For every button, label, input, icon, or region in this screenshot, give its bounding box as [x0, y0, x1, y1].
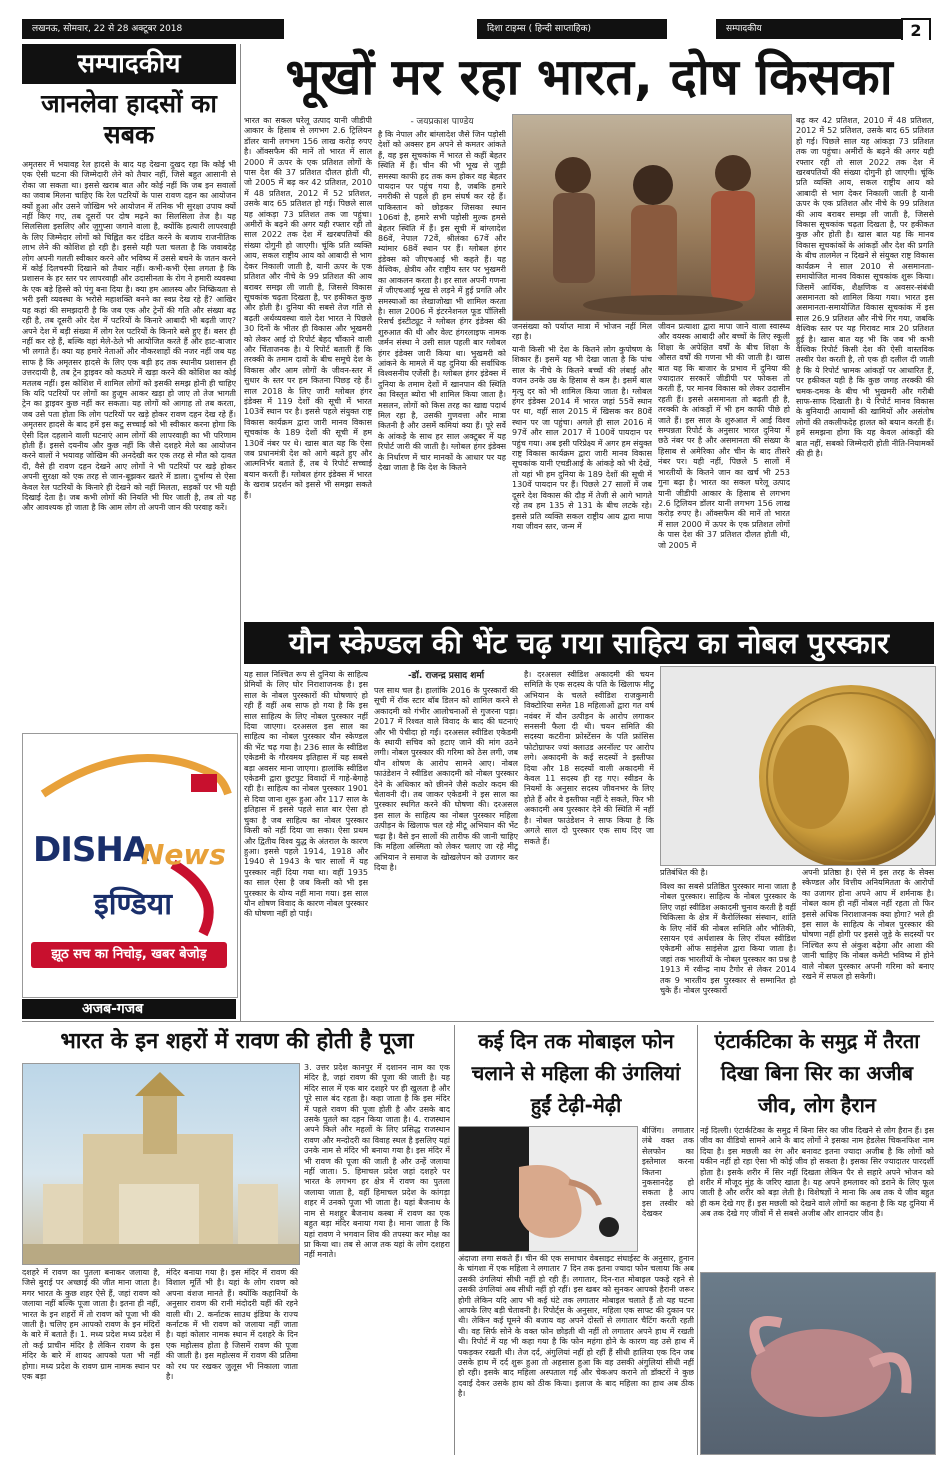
children-photo — [512, 114, 792, 321]
nobel-medal-graphic — [661, 667, 935, 865]
ajab-gajab-text: अजब-गजब — [82, 1001, 144, 1017]
masthead-bar — [0, 0, 945, 40]
headless-chicken-fish-photo — [700, 1272, 936, 1455]
mobile-headline: कई दिन तक मोबाइल फोन चलाने से महिला की उंगलियां हुईं टेढ़ी-मेढ़ी — [471, 1029, 681, 1117]
nobel-medal-photo — [660, 666, 936, 866]
main-col-1: भारत का सकल घरेलू उत्पाद यानी जीडीपी आकार के हिसाब से लगभग 2.6 ट्रिलियन डॉलर यानी लगभग 156 लाख करोड़ रुपए है। ऑक्सफैम की मानें तो भारत में साल 2000 में ऊपर के एक प्रतिशत लोगों के पास देश की 37 प्रतिशत दौलत होती थी, जो 2005 में बढ़ कर 42 प्रतिशत, 2010 में 48 प्रतिशत, 2012 में 52 प्रतिशत, उसके बाद 65 प्रतिशत हो गई। पिछले साल यह आंकड़ा 73 प्रतिशत तक जा पहुंचा। अमीरों के बढ़ने की अगर यही रफ्तार रही तो साल 2022 तक देश में खरबपतियों की संख्या दोगुनी हो जाएगी। चूंकि प्रति व्यक्ति आय, सकल राष्ट्रीय आय को आबादी से भाग देकर निकाली जाती है, यानी ऊपर के एक प्रतिशत और नीचे के 99 प्रतिशत की आय बराबर समझ ली जाती है, जिससे विकास सूचकांक चढ़ता दिखता है, पर हकीकत कुछ और होती है। दुनिया की सबसे तेज गति से बढ़ती अर्थव्यवस्था वाले देश भारत ने पिछले 30 दिनों के भीतर ही विकास और भूखमरी को लेकर आई दो रिपोर्ट बेहद चौंकाने वाली और चिंताजनक है। ये रिपोर्ट बताती हैं कि तरक्की के तमाम दावों के बीच समूचे देश के विकास और आम लोगों के जीवन-स्तर में सुधार के स्तर पर हम कितना पिछड़ रहे हैं। साल 2018 के लिए जारी ग्लोबल हंगर इंडेक्स में 119 देशों की सूची में भारत 103वें स्थान पर है। इससे पहले संयुक्त राष्ट्र विकास कार्यक्रम द्वारा जारी मानव विकास सूचकांक के 189 देशों की सूची में हम 130वें नंबर पर थे। खास बात यह कि ऐसा जब प्रधानमंत्री देश को आगे बढ़ते हुए और आत्मनिर्भर बताते हैं, तब ये रिपोर्ट सच्चाई बयान करती हैं। ग्लोबल हंगर इंडेक्स में भारत के खराब प्रदर्शन को इससे भी समझा सकते हैं। — [244, 116, 372, 500]
nobel-byline: -डॉ. राजन्द्र प्रसाद शर्मा — [407, 671, 485, 681]
logo-country: इण्डिया — [94, 887, 172, 922]
nobel-col-1: यह साल निश्चित रूप से दुनिया के साहित्य प्रेमियों के लिए घोर निराशाजनक है। इस साल के नोबल पुरस्कारों की घोषणाएं हो रही हैं वहीं अब साफ हो गया है कि इस साल साहित्य के लिए नोबल पुरस्कार नहीं दिया जाएगा। दरअसल इस साल का साहित्य का नोबल पुरस्कार यौन स्केण्डल की भेंट चढ़ गया है। 236 साल के स्वीडिश एकेडमी के गौरवमय इतिहास में यह सबसे बड़ा अवसर माना जाएगा। हालांकि स्वीडिश एकेडमी द्वारा छुटपुट विवादों में गाहे-बेगाहे रही है। साहित्य का नोबल पुरस्कार 1901 से दिया जाना शुरू हुआ और 117 साल के इतिहास में इससे पहले सात बार ऐसा हो चुका है जब साहित्य का नोबल पुरस्कार किसी को नहीं दिया जा सका। ऐसा प्रथम और द्वितीय विश्व युद्ध के अंतराल के कारण हुआ। इससे पहले 1914, 1918 और 1940 से 1943 के चार सालों में यह पुरस्कार नहीं दिया गया था। वहीं 1935 का साल ऐसा है जब किसी को भी इस पुरस्कार के योग्य नहीं माना गया। इस साल यौन शोषण विवाद के कारण नोबल पुरस्कार की घोषणा नहीं हो पाई। — [244, 670, 368, 919]
column-divider — [454, 1025, 455, 1455]
column-divider — [240, 44, 241, 1022]
editorial-title: जानलेवा हादसों का सबक — [41, 89, 217, 149]
paper-name: दिशा टाइम्स ( हिन्दी साप्ताहिक) — [477, 19, 667, 39]
antarctica-body: नई दिल्ली। एंटार्कटिका के समुद्र में बिना सिर का जीव दिखने से लोग हैरान हैं। इस जीव का वीडियो सामने आने के बाद लोगों ने इसका नाम हेडलेस चिकनफिश नाम दिया है। इस मछली का रंग और बनावट इतना ज्यादा अजीब है कि लोगों को यकीन नहीं हो रहा ऐसा भी कोई जीव हो सकता है। इसका सिर ज्यादातर पारदर्शी होता है। इसके शरीर में सिर नहीं दिखता लेकिन पैर से सहारे अपने भोजन को शरीर में मौजूद मुंह के जरिए खाता है। यह अपने हमलावर को डराने के लिए फूल जाती है और शरीर को बड़ा लेती है। विशेषज्ञों ने माना कि अब तक ये जीव बहुत ही कम देखे गए हैं। इस मछली को देखने वाले लोगों का कहना है कि यह दुनिया में अब तक देखे गए जीवों में से सबसे अजीब और शानदार जीव है। — [700, 1126, 934, 1219]
children-photo-graphic — [513, 115, 791, 320]
ravana-temple-graphic — [23, 1064, 299, 1264]
ravana-headline: भारत के इन शहरों में रावण की होती है पूजा — [60, 1029, 414, 1054]
section-divider — [22, 1021, 934, 1022]
editorial-banner — [22, 44, 236, 84]
main-col-3: यानी किसी भी देश के कितने लोग कुपोषण के शिकार हैं। इसमें यह भी देखा जाता है कि पांच साल के नीचे के कितने बच्चों की लंबाई और वजन उनके उम्र के हिसाब से कम है। इसमें बाल मृत्यु दर को भी शामिल किया जाता है। ग्लोबल हंगर इंडेक्स 2014 में भारत जहां 55वें स्थान पर था, वहीं साल 2015 में खिसक कर 80वें स्थान पर जा पहुंचा। अगले ही साल 2016 में 97वें और साल 2017 में 100वें पायदान पर पहुंच गया। अब इसी परिप्रेक्ष्य में अगर हम संयुक्त राष्ट्र विकास कार्यक्रम द्वारा जारी मानव विकास सूचकांक यानी एचडीआई के आंकड़े को भी देखें, तो यहां भी हम दुनिया के 189 देशों की सूची में 130वें पायदान पर हैं। पिछले 27 सालों में जब दूसरे देश विकास की दौड़ में तेजी से आगे भागते रहे तब हम 135 से 131 के बीच लटके रहे। इससे प्रति व्यक्ति सकल राष्ट्रीय आय द्वारा मापा गया जीवन स्तर, जन्म में — [512, 345, 652, 531]
logo-tagline: झूठ सच का निचोड़, खबर बेजोड़ — [31, 942, 227, 968]
headless-chicken-fish-graphic — [701, 1273, 935, 1454]
main-headline: भूखों मर रहा भारत, दोष किसका — [285, 48, 893, 106]
nobel-col-4: विश्व का सबसे प्रतिष्ठित पुरस्कार माना जाता है नोबल पुरस्कार। साहित्य के नोबल पुरस्कार के लिए जहां स्वीडिश अकादमी चुनाव करती है वहीं चिकित्सा के क्षेत्र में कैरोलिंस्का संस्थान, शांति के लिए नॉर्वे की नोबल समिति और भौतिकी, रसायन एवं अर्थशास्त्र के लिए रॉयल स्वीडिश एकेडमी ऑफ साइंसेज द्वारा किया जाता है। जहां तक भारतीयों के नोबल पुरस्कार का प्रश्न है 1913 में रवीन्द्र नाथ टैगोर से लेकर 2014 तक 9 भारतीय इस पुरस्कार से सम्मानित हो चुके हैं। नोबल पुरस्कारों — [660, 882, 796, 996]
editorial-banner-text: सम्पादकीय — [77, 49, 181, 79]
logo-brand-news: News — [141, 838, 226, 871]
antarctica-headline: एंटार्कटिका के समुद्र में तैरता दिखा बिना सिर का अजीब जीव, लोग हैरान — [714, 1029, 920, 1117]
nobel-headline-bar — [244, 622, 934, 664]
disha-news-logo — [22, 733, 238, 998]
mobile-hands-photo — [458, 1126, 638, 1252]
ravana-col-2: मंदिर बनाया गया है। इस मंदिर में रावण की विशाल मूर्ति भी है। यहां के लोग रावण को अपना वंशज मानते हैं। क्योंकि कहानियों के अनुसार रावण की रानी मंदोदरी यहीं की रहने वाली थी। 2. कर्नाटक साउथ इंडिया के राज्य कर्नाटक में भी रावण को जलाया नहीं जाता है। यहां कोलार नामक स्थान में दशहरे के दिन एक महोत्सव होता है जिसमें रावण की पूजा की जाती है। इस महोत्सव में रावण की प्रतिमा को रथ पर रखकर जुलूस भी निकाला जाता है। — [166, 1268, 298, 1382]
editorial-body: अमृतसर में भयावह रेल हादसे के बाद यह देखना दुखद रहा कि कोई भी एक ऐसी घटना की जिम्मेदारी लेने को तैयार नहीं, जिसे बहुत आसानी से रोका जा सकता था। इससे खराब बात और कोई नहीं कि जब इन सवालों का जवाब मिलना चाहिए कि रेल पटरियों के पास रावण दहन का आयोजन क्यों हुआ और उसने जोखिम भरे आयोजन में तनिक भी सुरक्षा उपाय क्यों नहीं किए गए, तब दूसरों पर दोष मढ़ने का सिलसिला तेज है। यह सिलसिला इसलिए और जुगुप्सा जगाने वाला है, क्योंकि हत्यारी लापरवाही के लिए जिम्मेदार लोगों को चिह्नित कर दंडित करने के बजाय राजनीतिक लाभ लेने की कोशिश हो रही है। इससे यही पता चलता है कि जवाबदेह लोग अपनी गलती स्वीकार करने और भविष्य में उससे बचने के जतन करने में कोई दिलचस्पी दिखाने को तैयार नहीं। कभी-कभी ऐसा लगता है कि प्रशासन के हर स्तर पर लापरवाही और उदासीनता के रोग ने हमारी व्यवस्था के एक बड़े हिस्से को पंगु बना दिया है। क्या हम आलस्य और निष्क्रियता से भरी इसी व्यवस्था के भरोसे महाशक्ति बनने का स्वप्न देख रहे हैं? आखिर यह कहां की समझदारी है कि जब एक और ट्रेनों की गति और संख्या बढ़ रही है, तब दूसरी ओर देश में पटरियों के किनारे आबादी भी बढ़ती जाए? अपने देश में बड़ी संख्या में लोग रेल पटरियों के किनारे बसे हुए हैं। बसर ही नहीं कर रहे हैं, बल्कि वहां मेले-ठेले भी आयोजित करते हैं और हाट-बाजार भी लगाते हैं। क्या यह हमारे नेताओं और नौकरशाहों की नजर नहीं जब यह साफ है कि अमृतसर हादसे के लिए एक बड़ी हद तक स्थानीय प्रशासन ही उत्तरदायी है, तब ट्रेन ड्राइवर को कठघरे में खड़ा करने की कोशिश का कोई मतलब नहीं। इस कोशिश में शामिल लोगों को इसकी समझ होनी ही चाहिए कि यदि पटरियों पर लोगों का हुजूम आकर खड़ा हो जाए तो तेज भागती ट्रेन का ड्राइवर कुछ नहीं कर सकता। यह लोगों को आगाह तो तब करता, जब उसे पता होता कि लोग पटरियों पर खड़े होकर रावण दहन देख रहे हैं। अमृतसर हादसे के बाद हमें इस कटु सच्चाई को भी स्वीकार करना होगा कि ऐसी दिल दहलाने वाली घटनाएं आम लोगों की लापरवाही का भी परिणाम होती हैं। इससे दयनीय और कुछ नहीं कि जैसे दशहरे मेले का आयोजन करने वालों ने भयावह जोखिम की अनदेखी कर एक तरह से मौत को दावत दी, वैसे ही रावण दहन देखने आए लोगों ने भी पटरियों पर खड़े होकर अपनी सुरक्षा को एक तरह से जान-बूझकर खतरे में डाला। दुर्भाग्य से ऐसा केवल रेल पटरियों के किनारे ही देखने को नहीं मिलता, सड़कों पर भी यही दिखाई देता है। जब कभी लोगों की नियति भी घिर जाती है, तब तो यह और आवश्यक हो जाता है कि आम लोग तो अपनी जान की परवाह करें। — [22, 160, 236, 513]
page-number: 2 — [901, 18, 931, 40]
mobile-body: अंदाजा लगा सकते हैं। चीन की एक समाचार वेबसाइट संघाईस्ट के अनुसार, हुनान के चांगशा में एक महिला ने लगातार 7 दिन तक इतना ज्यादा फोन चलाया कि अब उसकी उंगलियां सीधी नहीं हो रही हैं। लगातार, दिन-रात मोबाइल पकड़े रहने से उसकी उंगलियां अब सीधी नहीं हो रहीं। इस खबर को सुनकर आपको हैरानी जरूर होगी लेकिन यदि आप भी कई घंटे तक लगातार मोबाइल चलाते हैं तो यह घटना आपके लिए बड़ी चेतावनी है। रिपोर्ट्स के अनुसार, महिला एक साफ्ट की दुकान पर थी। लेकिन कई घूमने की बजाय वह अपने दोस्तों से लगातार चैटिंग करती रहती थी। वह सिर्फ सोने के वक्त फोन छोड़ती थी नहीं तो लगातार अपने हाथ में रखती थी। रिपोर्ट में यह भी कहा गया है कि फोन महंगा होने के कारण वह उसे हाथ में पकड़कर रखती थी। तेज दर्द, अंगुलियां नहीं हो रहीं हैं सीधी हालिया एक दिन जब उसके हाथ में दर्द शुरू हुआ तो अहसास हुआ कि वह उसकी अंगुलियां सीधी नहीं हो रही। इसके बाद महिला अस्पताल गई और चेकअप कराने तो डॉक्टरों ने कुछ दवाई देकर उसके हाथ को ठीक किया। इलाज के बाद महिला का हाथ अब ठीक है। — [458, 1254, 694, 1399]
logo-brand: DISHA — [33, 830, 149, 870]
ravana-col-1: दशहरे में रावण का पुतला बनाकर जलाया है, जिसे बुराई पर अच्छाई की जीत माना जाता है। मगर भारत के कुछ शहर ऐसे हैं, जहां रावण को जलाया नहीं बल्कि पूजा जाता है। इतना ही नहीं, भारत के इन शहरों में तो रावण को पूजा भी की जाती है। चलिए हम आपको रावण के इन मंदिरों के बारे में बताते हैं। 1. मध्य प्रदेश मध्य प्रदेश में तो कई प्राचीन मंदिर है लेकिन रावण के इस मंदिर के बारे में शायद आपको पता भी नहीं होगा। मध्य प्रदेश के रावण ग्राम नामक स्थान पर एक बड़ा — [22, 1268, 160, 1382]
column-divider — [697, 1025, 698, 1455]
main-col-5: बढ़ कर 42 प्रतिशत, 2010 में 48 प्रतिशत, 2012 में 52 प्रतिशत, उसके बाद 65 प्रतिशत हो गई। पिछले साल यह आंकड़ा 73 प्रतिशत तक जा पहुंचा। अमीरों के बढ़ने की अगर यही रफ्तार रही तो साल 2022 तक देश में खरबपतियों की संख्या दोगुनी हो जाएगी। चूंकि प्रति व्यक्ति आय, सकल राष्ट्रीय आय को आबादी से भाग देकर निकाली जाती है यानी ऊपर के एक प्रतिशत और नीचे के 99 प्रतिशत की आय बराबर समझ ली जाती है, जिससे विकास सूचकांक चढ़ता दिखता है, पर हकीकत कुछ और होती है। खास बात यह कि मानव विकास सूचकांकों के आंकड़ों और देश की प्रगति के बीच तालमेल न दिखने से संयुक्त राष्ट्र विकास कार्यक्रम ने साल 2010 से असमानता-समायोजित मानव विकास सूचकांक शुरू किया। जिसमें आर्थिक, शैक्षणिक व अवसर-संबंधी असमानता को शामिल किया गया। भारत इस असमानता-समायोजित विकास सूचकांक में इस साल 26.9 प्रतिशत और नीचे गिर गया, जबकि वैश्विक स्तर पर यह गिरावट मात्र 20 प्रतिशत हुई है। खास बात यह भी कि जब भी कभी वैश्विक रिपोर्ट किसी देश की ऐसी वास्तविक तस्वीर पेश करती है, तो एक ही दलील दी जाती है कि ये रिपोर्ट भ्रामक आंकड़ों पर आधारित हैं, पर हकीकत यही है कि कुछ जगह तरक्की की चमक-दमक के बीच भी भुखमरी और गरीबी साफ-साफ दिखाती है। ये रिपोर्ट मानव विकास के बुनियादी आयामों की खामियों और असंतोष लोगों की तकलीफदेह हालत को बयान करती हैं। हमें समझना होगा कि यह केवल आंकड़ों की बात नहीं, सबको जिम्मेदारी होती नीति-नियामकों की ही है। — [796, 116, 934, 458]
nobel-headline: यौन स्केण्डल की भेंट चढ़ गया साहित्य का नोबल पुरस्कार — [288, 626, 890, 660]
main-col-2: है कि नेपाल और बांग्लादेश जैसे जिन पड़ोसी देशों को अक्सर हम अपने से कमतर आंकते हैं, वह इस सूचकांक में भारत से कहीं बेहतर स्थिति में हैं। चीन की भी भूख से जुड़ी समस्या काफी हद तक कम होकर वह बेहतर पायदान पर पहुंच गया है, जबकि हमारे नगरीकी से पहले ही हम संघर्ष कर रहे हैं। पाकिस्तान को छोड़कर जिसका स्थान 106वां है, हमारे सभी पड़ोसी मुल्क हमसे बेहतर स्थिति में हैं। इस सूची में बांग्लादेश 86वें, नेपाल 72वें, श्रीलंका 67वें और म्यांमार 68वें स्थान पर हैं। ग्लोबल हंगर इंडेक्स को जीएचआई भी कहते हैं। यह वैश्विक, क्षेत्रीय और राष्ट्रीय स्तर पर भुखमरी का आकलन करता है। हर साल अपनी गणना में जीएचआई भूख से लड़ने में हुई प्रगति और समस्याओं का लेखाजोखा भी शामिल करता है। साल 2006 में इंटरनेशनल फूड पॉलिसी रिसर्च इंस्टीट्यूट ने ग्लोबल हंगर इंडेक्स की शुरुआत की थी और वेल्ट हंगरलाइफ नामक जर्मन संस्था ने उसी साल पहली बार ग्लोबल हंगर इंडेक्स जारी किया था। भुखमरी को आंकने के मामले में यह दुनिया की सर्वाधिक विश्वसनीय एजेंसी है। ग्लोबल हंगर इंडेक्स में दुनिया के तमाम देशों में खानपान की स्थिति का विस्तृत ब्योरा भी शामिल किया जाता है। मसलन, लोगों को किस तरह का खाद्य पदार्थ मिल रहा है, उसकी गुणवत्ता और मात्रा कितनी है और उसमें कमियां क्या हैं। पूरे सर्वे के आंकड़े के साथ हर साल अक्टूबर में यह रिपोर्ट जारी की जाती है। ग्लोबल हंगर इंडेक्स के निर्धारण में चार मानकों के आधार पर यह देखा जाता है कि देश के कितने — [378, 130, 506, 472]
ajab-gajab-banner — [22, 999, 236, 1019]
main-byline: - जयप्रकाश पाण्डेय — [410, 117, 474, 127]
section-name: सम्पादकीय — [716, 19, 906, 39]
medal-caption: प्रतिबंधित की है। — [660, 868, 708, 877]
date-line: लखनऊ, सोमवार, 22 से 28 अक्टूबर 2018 — [22, 19, 284, 39]
main-col-4: जीवन प्रत्याशा द्वारा मापा जाने वाला स्वास्थ्य और वयस्क आबादी और बच्चों के लिए स्कूली शिक्षा के अपेक्षित वर्षों के बीच शिक्षा के औसत वर्षों की गणना भी की जाती है। खास बात यह कि बाजार के प्रभाव में दुनिया की ज्यादातर सरकारें जीडीपी पर फोकस तो करती हैं, पर मानव विकास को लेकर उदासीन रहती हैं। इससे असमानता तो बढ़ती ही है, तरक्की के आंकड़ों में भी हम काफी पीछे हो जाते हैं। इस साल के शुरुआत में आई विश्व सम्पन्नता रिपोर्ट के अनुसार भारत दुनिया में छठे नंबर पर है और असमानता की संख्या के हिसाब से अमेरिका और चीन के बाद तीसरे नंबर पर। यही नहीं, पिछले 5 सालों में भारतीयों के कितने जान का खर्च भी 253 गुना बढ़ा है। भारत का सकल घरेलू उत्पाद यानी जीडीपी आकार के हिसाब से लगभग 2.6 ट्रिलियन डॉलर यानी लगभग 156 लाख करोड़ रुपए है। ऑक्सफैम की मानें तो भारत में साल 2000 में ऊपर के एक प्रतिशत लोगों के पास देश की 37 प्रतिशत दौलत होती थी, जो 2005 में — [658, 322, 790, 550]
ravana-col-3: 3. उत्तर प्रदेश कानपुर में दशानन नाम का एक मंदिर है, जहां रावण की पूजा की जाती है। यह मंदिर साल में एक बार दशहरे पर ही खुलता है और पूरे साल बंद रहता है। कहा जाता है कि इस मंदिर में पहले रावण की पूजा होती है और उसके बाद उसके पुतले का दहन किया जाता है। 4. राजस्थान अपने किले और महलों के लिए प्रसिद्ध राजस्थान रावण और मन्दोदरी का विवाह स्थल है इसलिए यहां उनके नाम से मंदिर भी बनाया गया है। इस मंदिर में भी रावण की पूजा की जाती है और उन्हें जलाया नहीं जाता। 5. हिमाचल प्रदेश जहां दशहरे पर भारत के लगभग हर क्षेत्र में रावण का पुतला जलाया जाता है, वहीं हिमाचल प्रदेश के कांगड़ा शहर में उनको पूजा भी जाता है। यहां बैजनाथ के नाम से मशहूर बैजनाथ कस्बा में रावण का एक बहुत बड़ा मंदिर बनाया गया है। माना जाता है कि यहां रावण ने भगवान शिव की तपस्या कर मोक्ष का प्रा किया था। तब से आज तक यहां के लोग दशहरा नहीं मनाते। — [304, 1063, 450, 1260]
mobile-sidebar-text: बीजिंग। लगातार लंबे वक्त तक सेलफोन का इस्तेमाल करना कितना नुकसानदेह हो सकता है आप इस तस्वीर को देखकर — [642, 1126, 694, 1219]
ravana-temple-photo — [22, 1063, 300, 1265]
nobel-col-2: पल साथ चल है। हालांकि 2016 के पुरस्कारों की सूची में रॉक स्टार बॉब डिलन को शामिल करने से अकादमी को गंभीर आलोचनाओं से गुजरना पड़ा। 2017 में रिश्वत वाले विवाद के बाद की घटनाएं और भी पेचीदा हो गईं। दरअसल स्वीडिश एकेडमी के स्थायी सचिव को हटाए जाने की मांग उठने लगी। नोबल पुरस्कार की गरिमा को ठेस लगी, जब यौन शोषण के आरोप सामने आए। नोबल फाउंडेशन ने स्वीडिश अकादमी को नोबल पुरस्कार देने के अधिकार को छीनने जैसे कठोर कदम की चेतावनी दी। तब जाकर एकेडमी ने इस साल का पुरस्कार स्थगित करने की घोषणा की। दरअसल इस साल के साहित्य का नोबल पुरस्कार महिला उत्पीड़न के खिलाफ चल रहे मीटू अभियान की भेंट चढ़ा है। वैसे इन सालों की तारीफ की जानी चाहिए कि महिला अस्मिता को लेकर चलाए जा रहे मीटू अभियान ने समाज के खोखलेपन को उजागर कर दिया है। — [374, 686, 518, 872]
photo-caption: जनसंख्या को पर्याप्त मात्रा में भोजन नहीं मिल रहा है। — [512, 322, 652, 342]
nobel-col-5: अपनी प्रतिष्ठा है। ऐसे में इस तरह के सेक्स स्केण्डल और वित्तीय अनियमितता के आरोपों का उजागर होना अपने आप में शर्मनाक है। नोबल काम ही नहीं नोबल नहीं रहता तो फिर इससे अधिक निराशाजनक क्या होगा? भले ही इस साल के साहित्य के नोबल पुरस्कार की घोषणा नहीं होगी पर इससे जुड़े के सदस्यों पर निश्चित रूप से अंकुश बढ़ेगा और आशा की जानी चाहिए कि नोबल कमेटी भविष्य में होने वाले नोबल पुरस्कार अपनी गरिमा को बनाए रखने में सफल हो सकेगी। — [802, 868, 934, 982]
mobile-hands-graphic — [459, 1127, 637, 1251]
nobel-col-3: है। दरअसल स्वीडिश अकादमी की चयन समिति के एक सदस्य के पति के खिलाफ मीटू अभियान के चलते स्वीडिश राजकुमारी विक्टोरिया समेत 18 महिलाओं द्वारा गत वर्ष नवंबर में यौन उत्पीड़न के आरोप लगाकर सनसनी फैला दी थी। चयन समिति की सदस्या कटरीना फ्रोस्टेंसन के पति फ्रांसिस फोटोग्राफर ज्यां क्लाउड अरनॉल्ट पर आरोप लगे। अकादमी के कई सदस्यों ने इस्तीफा दिया और 18 सदस्यों वाली अकादमी में केवल 11 सदस्य ही रह गए। स्वीडन के नियमों के अनुसार सदस्य जीवनभर के लिए होते हैं और वे इस्तीफा नहीं दे सकते, फिर भी अकादमी अब पुरस्कार देने की स्थिति में नहीं है। नोबल फाउंडेशन ने साफ किया है कि अगले साल दो पुरस्कार एक साथ दिए जा सकते हैं। — [524, 670, 654, 846]
